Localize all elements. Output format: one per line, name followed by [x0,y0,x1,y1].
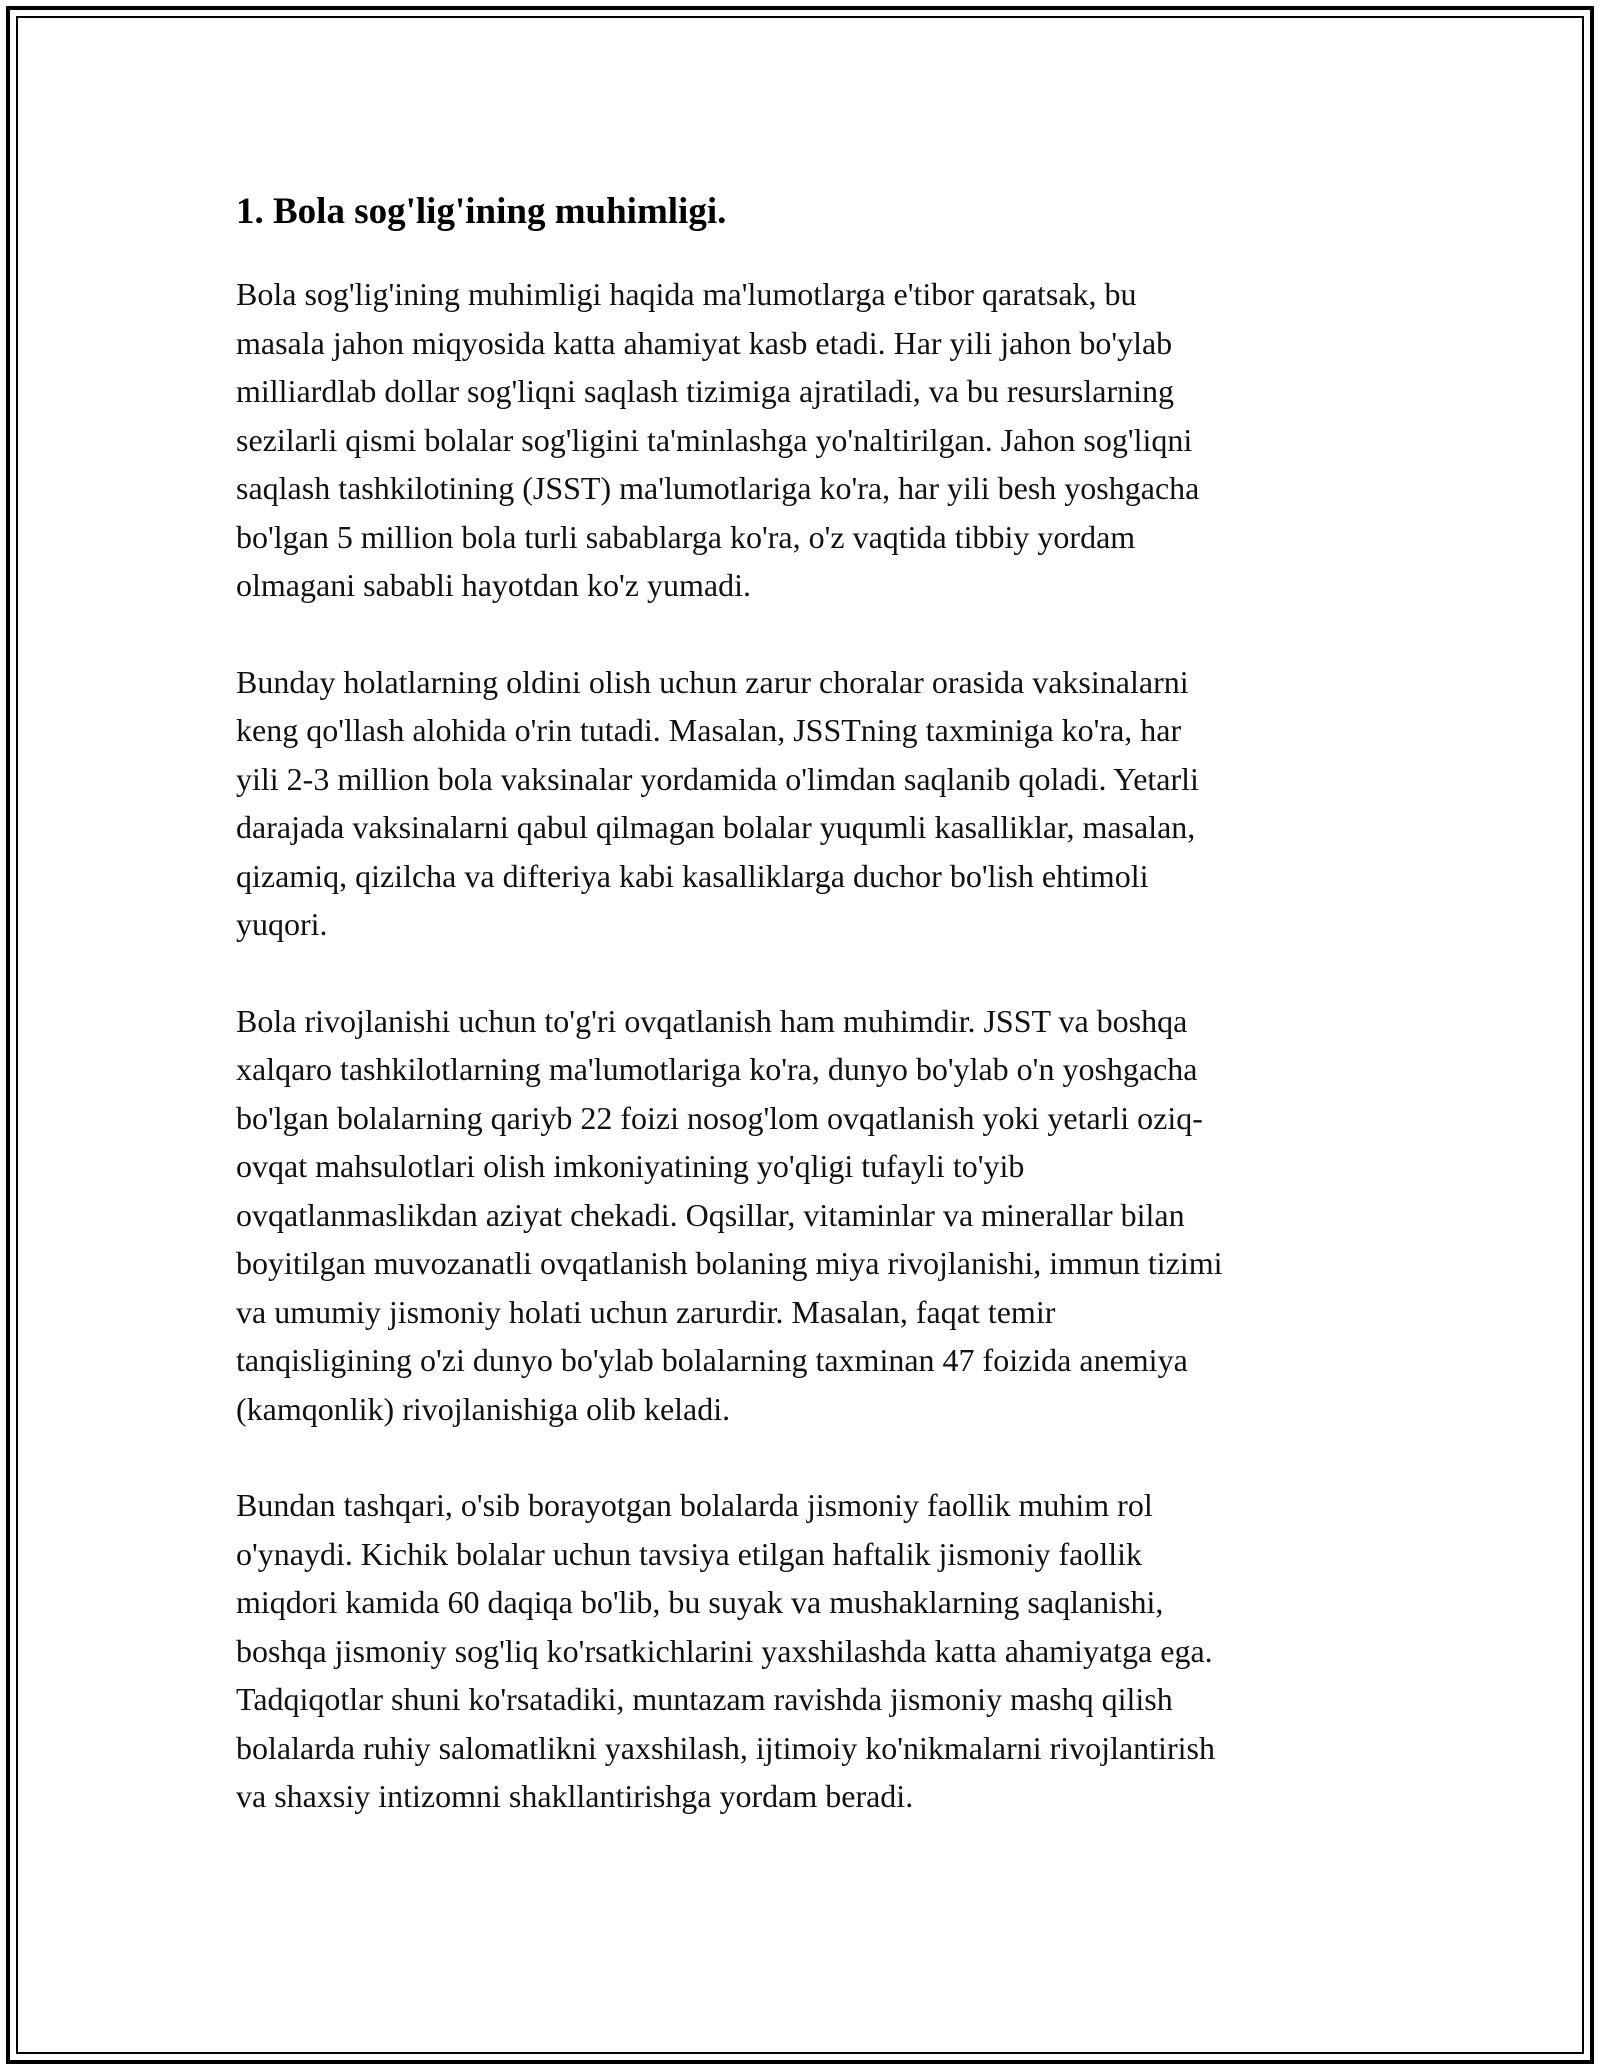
paragraph-line: saqlash tashkilotining (JSST) ma'lumotlariga ko'ra, har yili besh yoshgacha [236,470,1200,506]
paragraph-line: yuqori. [236,906,328,942]
paragraph-line: yili 2-3 million bola vaksinalar yordamida o'limdan saqlanib qoladi. Yetarli [236,760,1199,797]
paragraph-line: va umumiy jismoniy holati uchun zarurdir. Masalan, faqat temir [236,1293,1056,1330]
paragraph-line: darajada vaksinalarni qabul qilmagan bolalar yuqumli kasalliklar, masalan, [236,809,1196,845]
paragraph-line: tanqisligining o'zi dunyo bo'ylab bolalarning taxminan 47 foizida anemiya [236,1342,1188,1378]
paragraph-line: Bola rivojlanishi uchun to'g'ri ovqatlanish ham muhimdir. JSST va boshqa [236,1002,1188,1039]
paragraph-line: miqdori kamida 60 daqiqa bo'lib, bu suyak va mushaklarning saqlanishi, [236,1584,1164,1620]
paragraph-line: olmagani sababli hayotdan ko'z yumadi. [236,567,751,603]
paragraph-line: xalqaro tashkilotlarning ma'lumotlariga ko'ra, dunyo bo'ylab o'n yoshgacha [236,1051,1198,1087]
paragraph-line: bo'lgan 5 million bola turli sabablarga ko'ra, o'z vaqtida tibbiy yordam [236,518,1136,555]
paragraph-1 [236,270,1396,610]
paragraph-line: Tadqiqotlar shuni ko'rsatadiki, muntazam ravishda jismoniy mashq qilish [236,1681,1173,1717]
paragraph-line: va shaxsiy intizomni shakllantirishga yordam beradi. [236,1778,914,1814]
paragraph-line: bo'lgan bolalarning qariyb 22 foizi nosog'lom ovqatlanish yoki yetarli oziq- [236,1099,1203,1136]
paragraph-line: boyitilgan muvozanatli ovqatlanish bolaning miya rivojlanishi, immun tizimi [236,1245,1223,1281]
paragraph-line: (kamqonlik) rivojlanishiga olib keladi. [236,1390,731,1427]
paragraph-line: keng qo'llash alohida o'rin tutadi. Masalan, JSSTning taxminiga ko'ra, har [236,712,1182,748]
paragraph-line: sezilarli qismi bolalar sog'ligini ta'minlashga yo'naltirilgan. Jahon sog'liqni [236,421,1193,458]
paragraph-line: masala jahon miqyosida katta ahamiyat kasb etadi. Har yili jahon bo'ylab [236,324,1173,361]
paragraph-line: Bola sog'lig'ining muhimligi haqida ma'lumotlarga e'tibor qaratsak, bu [236,276,1137,312]
paragraph-line: ovqat mahsulotlari olish imkoniyatining yo'qligi tufayli to'yib [236,1148,1025,1184]
paragraph-line: ovqatlanmaslikdan aziyat chekadi. Oqsillar, vitaminlar va minerallar bilan [236,1196,1185,1233]
paragraph-line: qizamiq, qizilcha va difteriya kabi kasalliklarga duchor bo'lish ehtimoli [236,857,1149,894]
paragraph-line: o'ynaydi. Kichik bolalar uchun tavsiya etilgan haftalik jismoniy faollik [236,1535,1142,1572]
paragraph-2 [236,658,1396,949]
paragraph-line: bolalarda ruhiy salomatlikni yaxshilash, ijtimoiy ko'nikmalarni rivojlantirish [236,1729,1215,1766]
paragraph-line: Bundan tashqari, o'sib borayotgan bolalarda jismoniy faollik muhim rol [236,1487,1153,1523]
paragraph-line: Bunday holatlarning oldini olish uchun zarur choralar orasida vaksinalarni [236,663,1189,700]
paragraph-line: boshqa jismoniy sog'liq ko'rsatkichlarini yaxshilashda katta ahamiyatga ega. [236,1632,1213,1669]
paragraph-3 [236,997,1396,1434]
section-heading: 1. Bola sog'lig'ining muhimligi. [236,191,727,232]
paragraph-line: milliardlab dollar sog'liqni saqlash tizimiga ajratiladi, va bu resurslarning [236,373,1174,409]
document-body [236,188,1396,1869]
paragraph-4 [236,1481,1396,1821]
